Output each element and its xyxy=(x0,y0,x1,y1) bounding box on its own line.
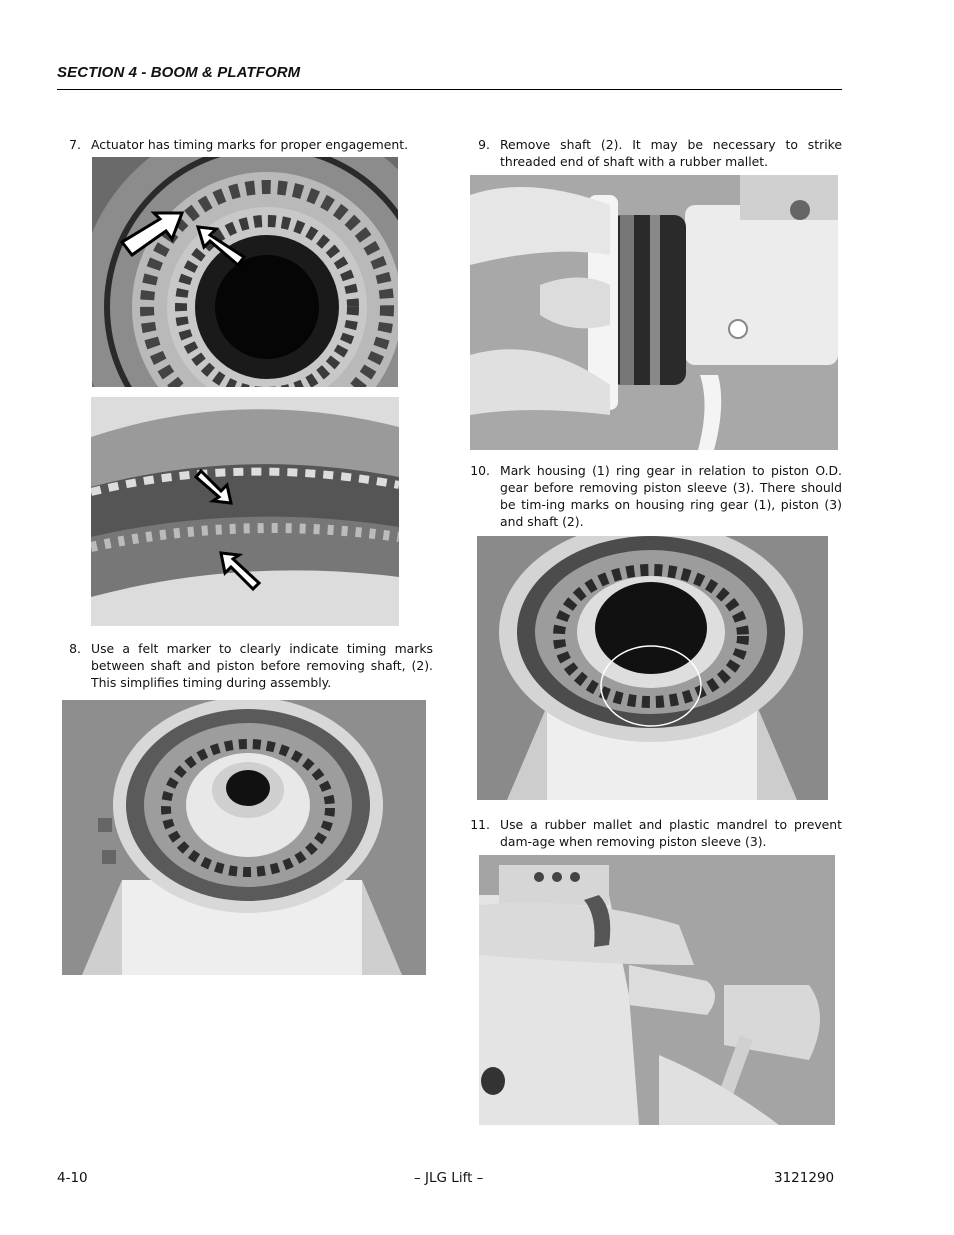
step-text: Mark housing (1) ring gear in relation to piston O.D. gear before removing piston sleeve (3). There should be tim-ing marks on housing ring gear (1), piston (3) and shaft (2). xyxy=(500,463,842,529)
photo-gear-timing-marks-top xyxy=(92,157,398,387)
step-text: Actuator has timing marks for proper engagement. xyxy=(91,137,409,152)
step-number: 10. xyxy=(470,463,490,478)
step-number: 8. xyxy=(69,641,81,656)
document-number: 3121290 xyxy=(774,1170,835,1186)
step-text: Use a felt marker to clearly indicate timing marks between shaft and piston before removing shaft, (2). This simplifies timing during assembly. xyxy=(91,641,433,690)
footer-publisher: – JLG Lift – xyxy=(414,1170,484,1186)
photo-housing-marked-shaft xyxy=(62,700,426,975)
header-divider xyxy=(57,89,842,90)
step-text: Use a rubber mallet and plastic mandrel to prevent dam-age when removing piston sleeve (3). xyxy=(500,817,842,849)
photo-housing-ring-gear xyxy=(477,536,828,800)
section-title: SECTION 4 - BOOM & PLATFORM xyxy=(57,64,301,81)
step-number: 9. xyxy=(478,137,490,152)
photo-mallet-and-mandrel xyxy=(479,855,835,1125)
photo-gear-timing-marks-closeup xyxy=(91,397,399,626)
step-text: Remove shaft (2). It may be necessary to strike threaded end of shaft with a rubber mallet. xyxy=(500,137,842,169)
step-number: 7. xyxy=(69,137,81,152)
step-number: 11. xyxy=(470,817,490,832)
page-number: 4-10 xyxy=(57,1170,88,1186)
photo-removing-shaft xyxy=(470,175,838,450)
